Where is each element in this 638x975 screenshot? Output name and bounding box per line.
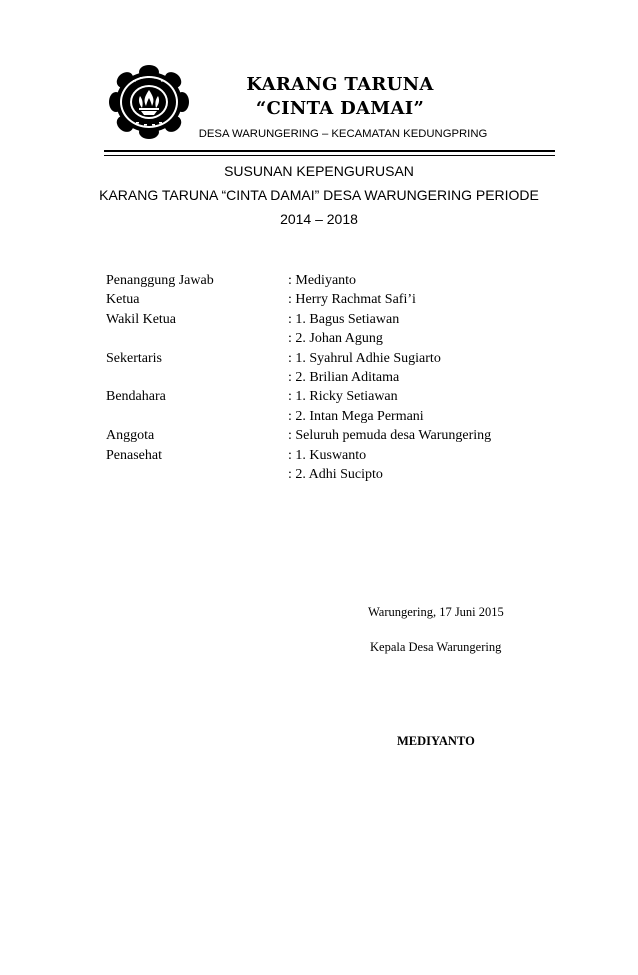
letterhead-rule-thin — [104, 155, 555, 156]
roster-row — [106, 407, 566, 426]
roster-row — [106, 310, 566, 329]
roster-list — [106, 271, 566, 484]
signature-name: MEDIYANTO — [397, 734, 475, 748]
roster-value: : 2. Johan Agung — [288, 331, 383, 347]
roster-row — [106, 465, 566, 484]
roster-row — [106, 290, 566, 309]
roster-role: Sekertaris — [106, 350, 162, 366]
roster-value: : 2. Intan Mega Permani — [288, 408, 424, 424]
signature-place-date: Warungering, 17 Juni 2015 — [368, 605, 504, 619]
roster-value: : 2. Brilian Aditama — [288, 369, 400, 385]
roster-row — [106, 349, 566, 368]
roster-value: : 1. Kuswanto — [288, 447, 367, 463]
document-heading-line2: KARANG TARUNA “CINTA DAMAI” DESA WARUNGERING PERIODE — [99, 187, 539, 203]
roster-value: : Seluruh pemuda desa Warungering — [288, 428, 492, 444]
roster-value: : 1. Ricky Setiawan — [288, 389, 398, 405]
org-subtitle: DESA WARUNGERING – KECAMATAN KEDUNGPRING — [198, 128, 488, 140]
signature-office: Kepala Desa Warungering — [370, 640, 502, 654]
roster-row — [106, 387, 566, 406]
letterhead-rule-thick — [104, 150, 555, 152]
roster-row — [106, 329, 566, 348]
roster-value: : Herry Rachmat Safi’i — [288, 292, 416, 308]
org-name: KARANG TARUNA — [246, 74, 434, 95]
roster-value: : 1. Bagus Setiawan — [288, 311, 400, 327]
roster-row — [106, 271, 566, 290]
roster-role: Bendahara — [106, 389, 166, 405]
roster-role: Penasehat — [106, 447, 162, 463]
roster-role: Penanggung Jawab — [106, 273, 214, 288]
roster-value: : 1. Syahrul Adhie Sugiarto — [288, 350, 441, 366]
roster-row — [106, 446, 566, 465]
roster-role: Wakil Ketua — [106, 311, 177, 327]
roster-role: Anggota — [106, 428, 155, 444]
org-quote: “CINTA DAMAI” — [255, 98, 425, 119]
roster-row — [106, 426, 566, 445]
roster-value: : 2. Adhi Sucipto — [288, 466, 383, 482]
roster-row — [106, 368, 566, 387]
document-heading-line1: SUSUNAN KEPENGURUSAN — [224, 163, 414, 179]
roster-role: Ketua — [106, 292, 140, 308]
document-heading-line3: 2014 – 2018 — [280, 211, 358, 227]
roster-value: : Mediyanto — [288, 273, 357, 288]
